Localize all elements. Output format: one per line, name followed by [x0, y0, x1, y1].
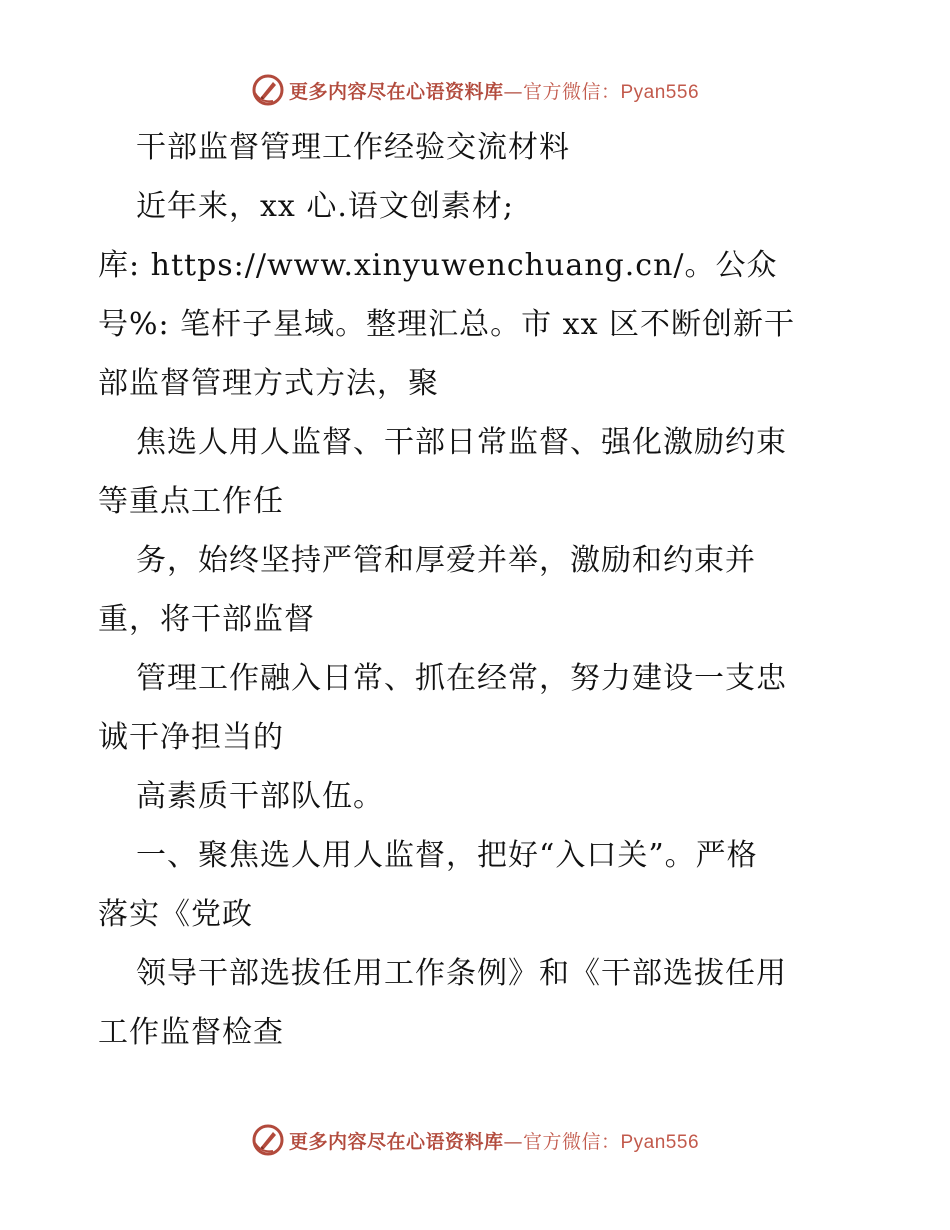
paragraph-line: 管理工作融入日常、抓在经常，努力建设一支忠	[136, 661, 787, 696]
footer-banner	[0, 1120, 950, 1160]
paragraph-line: 高素质干部队伍。	[136, 779, 384, 814]
header-banner-title: 更多内容尽在心语资料库	[288, 80, 504, 103]
paragraph-line: 务，始终坚持严管和厚爱并举，激励和约束并	[136, 543, 756, 578]
document-body	[98, 118, 858, 1062]
paragraph-line: 重，将干部监督	[98, 602, 315, 637]
paragraph-line: 诚干净担当的	[98, 720, 284, 755]
paragraph-line: 号%: 笔杆子星域。整理汇总。市 xx 区不断创新干	[98, 307, 796, 342]
footer-banner-text	[289, 1127, 699, 1154]
header-banner	[0, 70, 950, 110]
paragraph-line: 近年来，xx 心.语文创素材;	[136, 189, 515, 224]
footer-banner-title: 更多内容尽在心语资料库	[288, 1130, 504, 1153]
paragraph-line: 部监督管理方式方法，聚	[98, 366, 439, 401]
section-heading-line: 一、聚焦选人用人监督，把好“入口关”。严格	[136, 838, 758, 873]
footer-wechat-id: Pyan556	[620, 1131, 700, 1153]
paragraph-line: 落实《党政	[98, 897, 253, 932]
header-banner-text	[289, 77, 699, 104]
pen-logo-icon	[251, 73, 285, 107]
paragraph-line: 等重点工作任	[98, 484, 284, 519]
pen-logo-icon	[251, 1123, 285, 1157]
paragraph-line: 领导干部选拔任用工作条例》和《干部选拔任用	[136, 956, 787, 991]
document-title: 干部监督管理工作经验交流材料	[136, 130, 570, 165]
header-banner-dash: —	[503, 80, 523, 103]
footer-wechat-label: 官方微信：	[522, 1130, 621, 1153]
header-wechat-id: Pyan556	[620, 81, 700, 103]
paragraph-line: 工作监督检查	[98, 1015, 284, 1050]
paragraph-line: 库: https://www.xinyuwenchuang.cn/。公众	[98, 248, 778, 283]
header-wechat-label: 官方微信：	[522, 80, 621, 103]
paragraph-line: 焦选人用人监督、干部日常监督、强化激励约束	[136, 425, 787, 460]
footer-banner-dash: —	[503, 1130, 523, 1153]
